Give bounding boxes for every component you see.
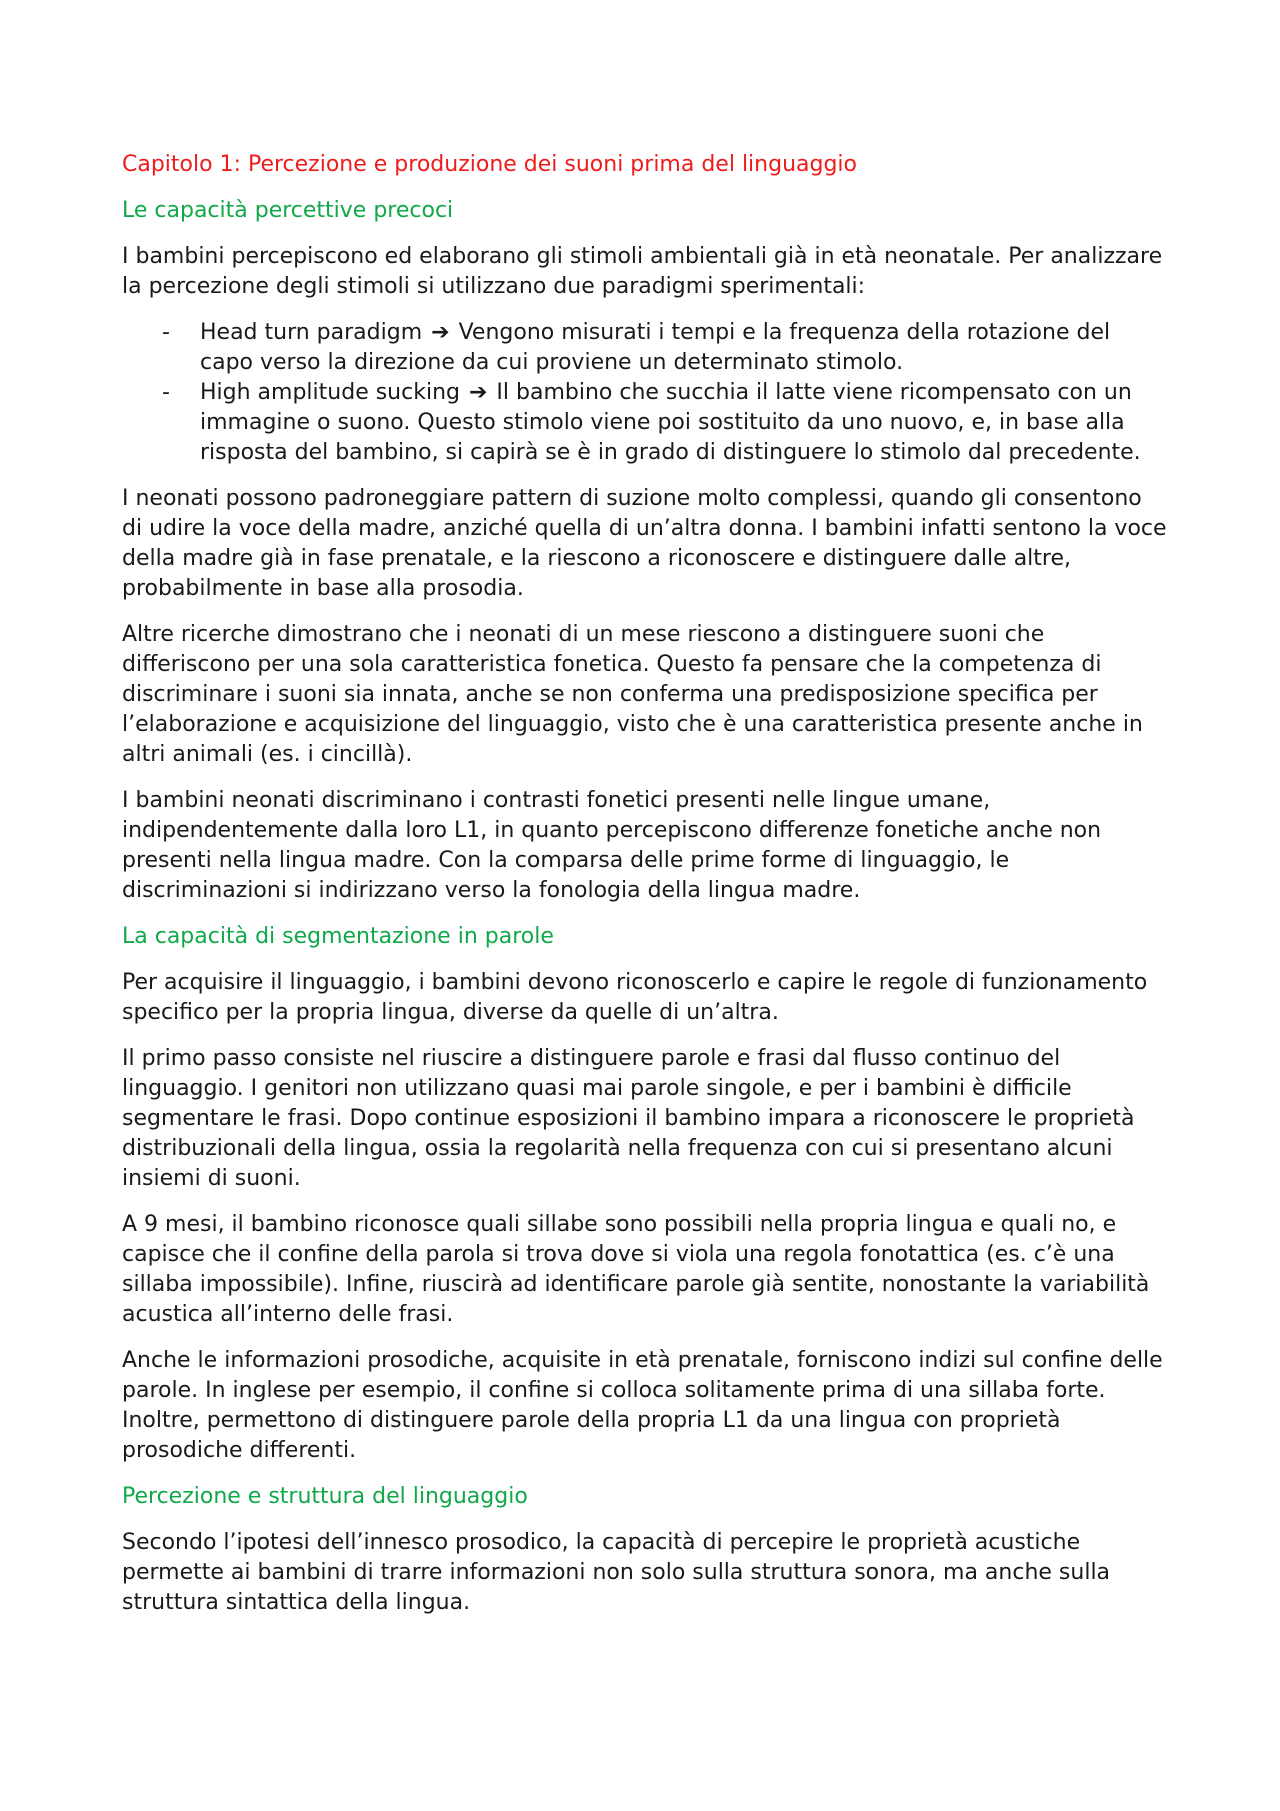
paradigm-list [122,318,1168,468]
paragraph: Altre ricerche dimostrano che i neonati di un mese riescono a distinguere suoni che differiscono per una sola caratteristica fonetica. Questo fa pensare che la competenza di discriminare i suoni sia innata, anche se non conferma una predisposizione specifica per l’elaborazione e acquisizione del linguaggio, visto che è una caratteristica presente anche in altri animali (es. i cincillà). [122,622,1143,767]
paragraph: Anche le informazioni prosodiche, acquisite in età prenatale, forniscono indizi sul confine delle parole. In inglese per esempio, il confine si colloca solitamente prima di una sillaba forte. Inoltre, permettono di distinguere parole della propria L1 da una lingua con proprietà prosodiche differenti. [122,1348,1163,1463]
paragraph: Il primo passo consiste nel riuscire a distinguere parole e frasi dal flusso continuo del linguaggio. I genitori non utilizzano quasi mai parole singole, e per i bambini è difficile segmentare le frasi. Dopo continue esposizioni il bambino impara a riconoscere le proprietà distribuzionali della lingua, ossia la regolarità nella frequenza con cui si presentano alcuni insiemi di suoni. [122,1046,1135,1191]
chapter-title: Capitolo 1: Percezione e produzione dei suoni prima del linguaggio [122,152,858,177]
paragraph: I bambini neonati discriminano i contrasti fonetici presenti nelle lingue umane, indipendentemente dalla loro L1, in quanto percepiscono differenze fonetiche anche non presenti nella lingua madre. Con la comparsa delle prime forme di linguaggio, le discriminazioni si indirizzano verso la fonologia della lingua madre. [122,788,1102,903]
section-title: Percezione e struttura del linguaggio [122,1484,528,1509]
dash-bullet: - [162,380,170,405]
section-title: La capacità di segmentazione in parole [122,924,554,949]
dash-bullet: - [162,320,170,345]
paragraph: Per acquisire il linguaggio, i bambini devono riconoscerlo e capire le regole di funzionamento specifico per la propria lingua, diverse da quelle di un’altra. [122,970,1148,1025]
list-item [122,318,1168,378]
bullet-text: Vengono misurati i tempi e la frequenza della rotazione del capo verso la direzione da cui proviene un determinato stimolo. [200,320,1111,375]
paragraph: Secondo l’ipotesi dell’innesco prosodico, la capacità di percepire le proprietà acustiche permette ai bambini di trarre informazioni non solo sulla struttura sonora, ma anche sulla struttura sintattica della lingua. [122,1530,1111,1615]
bullet-term: High amplitude sucking [200,380,460,405]
section-title: Le capacità percettive precoci [122,198,454,223]
bullet-term: Head turn paradigm [200,320,423,345]
paragraph: I neonati possono padroneggiare pattern di suzione molto complessi, quando gli consentono di udire la voce della madre, anziché quella di un’altra donna. I bambini infatti sentono la voce della madre già in fase prenatale, e la riescono a riconoscere e distinguere dalle altre, probabilmente in base alla prosodia. [122,486,1167,601]
paragraph: A 9 mesi, il bambino riconosce quali sillabe sono possibili nella propria lingua e quali no, e capisce che il confine della parola si trova dove si viola una regola fonotattica (es. c’è una sillaba impossibile). Infine, riuscirà ad identificare parole già sentite, nonostante la variabilità acustica all’interno delle frasi. [122,1212,1150,1327]
arrow-icon: ➔ [468,380,488,405]
arrow-icon: ➔ [431,320,450,345]
list-item [122,378,1168,468]
paragraph: I bambini percepiscono ed elaborano gli stimoli ambientali già in età neonatale. Per analizzare la percezione degli stimoli si utilizzano due paradigmi sperimentali: [122,244,1163,299]
bullet-text: Il bambino che succhia il latte viene ricompensato con un immagine o suono. Questo stimolo viene poi sostituito da uno nuovo, e, in base alla risposta del bambino, si capirà se è in grado di distinguere lo stimolo dal precedente. [200,380,1141,465]
